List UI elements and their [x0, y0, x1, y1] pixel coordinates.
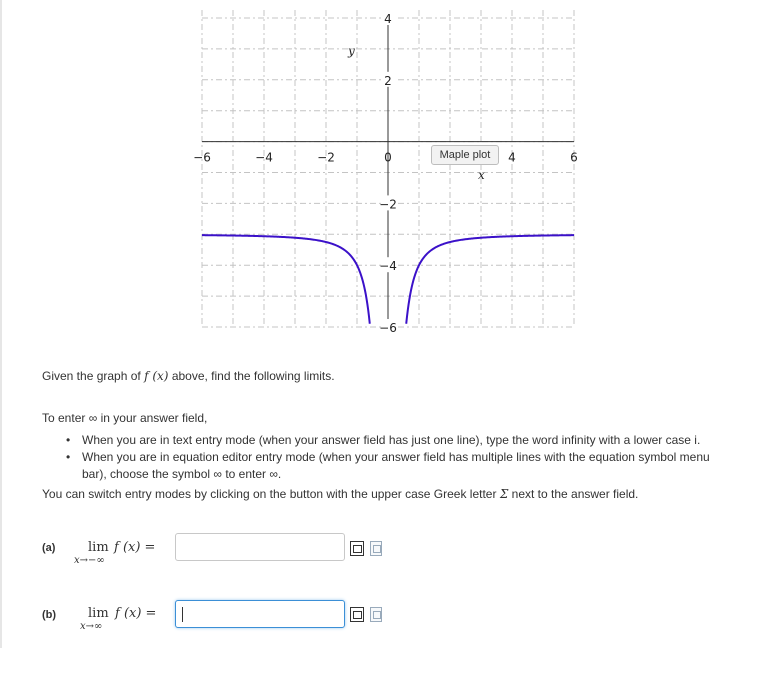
bullet-text-2a: When you are in equation editor entry mode (when your answer field has multiple lines with the equation symbol menu	[82, 450, 710, 464]
lim-subscript: x→−∞	[74, 555, 105, 566]
infinity-symbol: ∞	[88, 411, 98, 425]
equation-editor-icon[interactable]	[350, 541, 364, 556]
y-tick-label: 4	[384, 12, 392, 26]
preview-icon[interactable]	[370, 541, 382, 556]
infinity-symbol: ∞	[213, 467, 222, 481]
function-expr: f (x) =	[115, 606, 157, 621]
curve-left-branch	[202, 235, 370, 324]
intro-prefix: Given the graph of	[42, 369, 141, 383]
enter-inf-prefix: To enter	[42, 411, 86, 425]
answer-input-b[interactable]	[175, 600, 345, 628]
enter-inf-suffix: in your answer field,	[100, 411, 208, 425]
preview-icon[interactable]	[370, 607, 382, 622]
y-tick-label: 2	[384, 73, 392, 88]
x-tick-label: 0	[384, 150, 392, 165]
part-b-label: (b)	[42, 609, 57, 621]
limit-expression-a	[74, 540, 174, 570]
y-tick-label: −4	[379, 259, 397, 274]
x-tick-label: −6	[193, 150, 211, 165]
part-a-label: (a)	[42, 542, 56, 554]
lim-word: lim	[88, 540, 109, 555]
text-cursor	[182, 607, 183, 622]
intro-text	[42, 369, 335, 383]
switch-mode-text	[42, 487, 638, 501]
answer-input-a[interactable]	[175, 533, 345, 561]
bullet-text-2b: bar), choose the symbol	[82, 467, 211, 481]
function-expr: f (x) =	[114, 540, 156, 555]
y-tick-label: −2	[379, 197, 397, 212]
y-axis-label: y	[348, 44, 355, 58]
bullet-text-2c: to enter	[225, 467, 267, 481]
intro-func: f (x)	[144, 369, 169, 383]
switch-end: next to the answer field.	[511, 487, 639, 501]
lim-word: lim	[88, 606, 109, 621]
y-tick-label: −6	[379, 321, 397, 335]
infinity-symbol: ∞	[269, 467, 278, 481]
equation-editor-icon[interactable]	[350, 607, 364, 622]
switch-text: You can switch entry modes by clicking on the button with the upper case Greek letter	[42, 487, 497, 501]
x-tick-label: −4	[255, 150, 273, 165]
instruction-list	[82, 432, 722, 483]
lim-subscript: x→∞	[80, 621, 103, 632]
sigma-symbol: Σ	[499, 487, 509, 501]
curve-right-branch	[406, 235, 574, 324]
maple-plot-tooltip: Maple plot	[431, 145, 499, 165]
limit-expression-b	[80, 606, 180, 636]
intro-suffix: above, find the following limits.	[171, 369, 335, 383]
x-tick-label: 6	[570, 150, 578, 165]
x-axis-label: x	[478, 168, 485, 182]
bullet-text-1: When you are in text entry mode (when your answer field has just one line), type the word infinity with a lower case i.	[82, 433, 701, 447]
enter-infinity-text	[42, 411, 207, 425]
instruction-item: • When you are in equation editor entry mode (when your answer field has multiple lines with the equation symbol menu bar), choose the symbol ∞ to enter ∞.	[82, 449, 722, 483]
x-tick-label: −2	[317, 150, 335, 165]
x-tick-label: 4	[508, 150, 516, 165]
plot-axes	[202, 10, 574, 327]
instruction-item	[82, 432, 722, 449]
